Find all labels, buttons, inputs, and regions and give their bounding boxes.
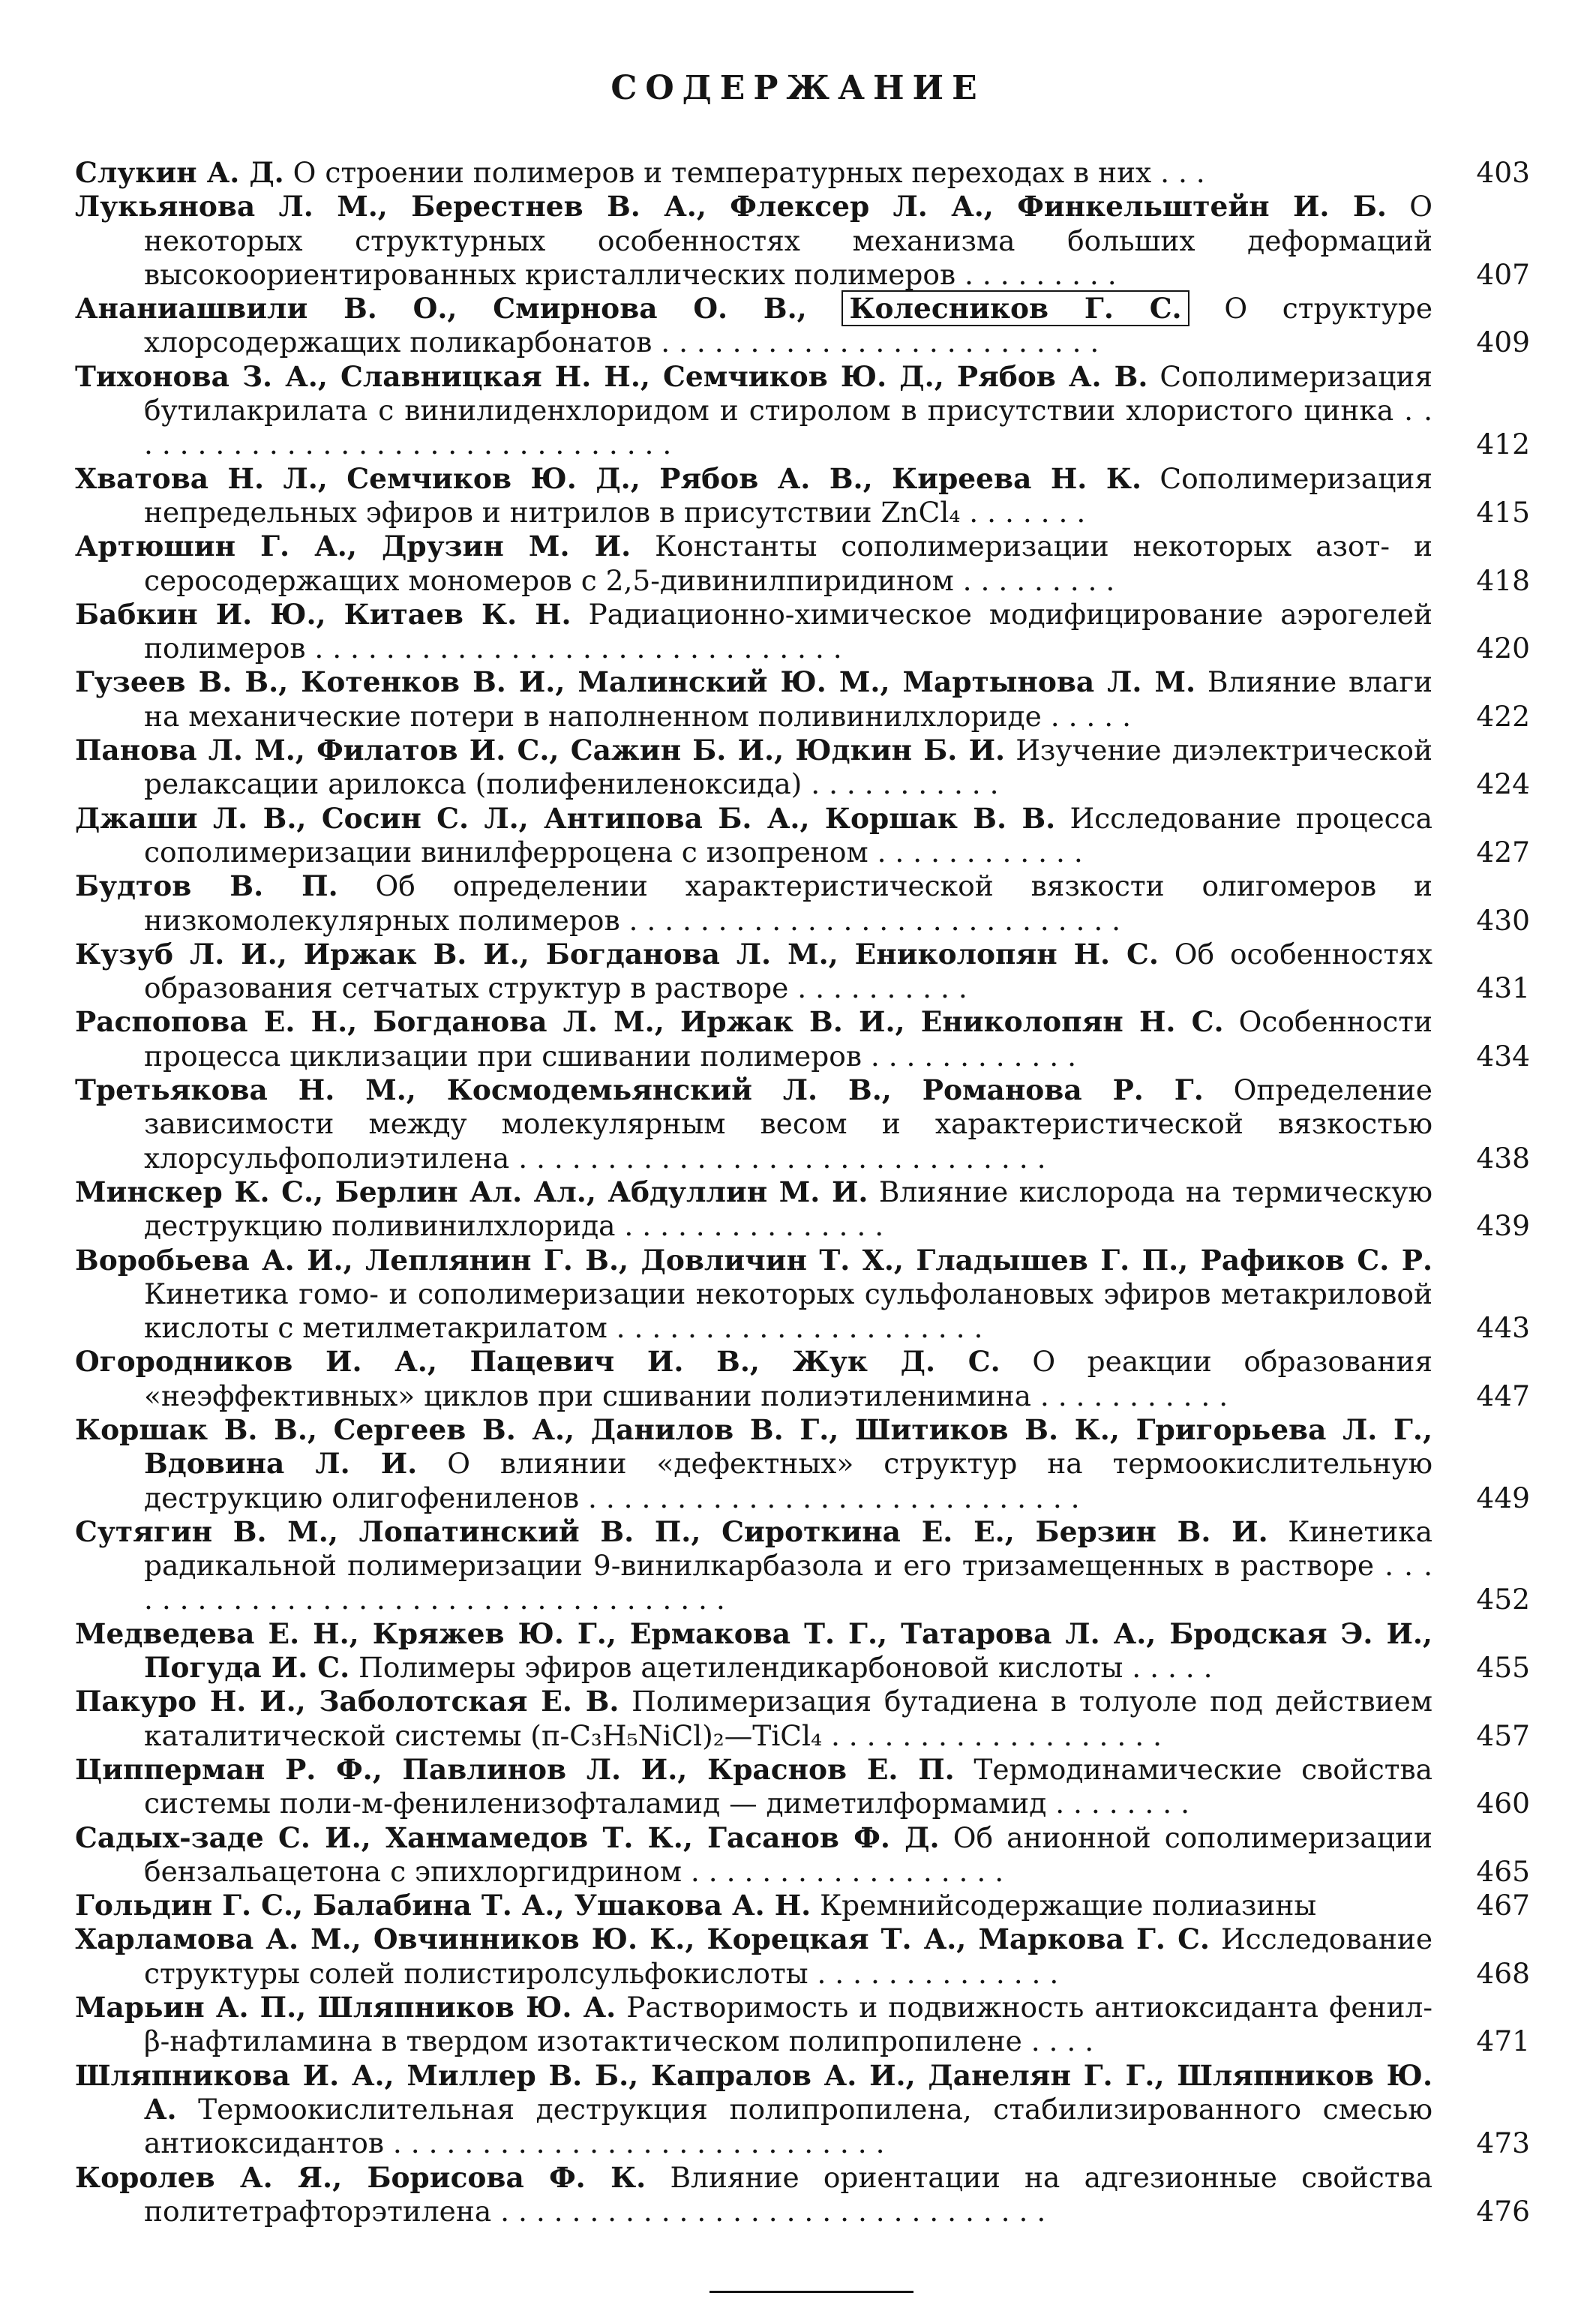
toc-entry — [75, 734, 1530, 802]
toc-entry — [75, 802, 1530, 870]
entry-page-number: 438 — [1476, 1141, 1530, 1175]
entry-title: Полимеризация бутадиена в толуоле под действием каталитической системы (π-C₃H₅NiCl)₂—TiCl₄ . . . . . . . . . . . . . . . . . . . — [144, 1685, 1432, 1752]
entry-authors: Артюшин Г. А., Друзин М. И. — [75, 530, 632, 563]
entry-title: О реакции образования «неэффективных» циклов при сшивании полиэтиленимина . . . . . . . . . . . — [144, 1345, 1432, 1412]
entry-title: Сополимеризация бутилакрилата с винилиденхлоридом и стиролом в присутствии хлористого цинка . . . . . . . . . . . . . . . . . . . . . . . . . . . . . . . . — [144, 359, 1433, 461]
toc-entry — [75, 1889, 1530, 1922]
entry-authors: Ананиашвили В. О., Смирнова О. В., — [75, 292, 807, 326]
entry-page-number: 434 — [1476, 1039, 1530, 1073]
entry-title: Сополимеризация непредельных эфиров и нитрилов в присутствии ZnCl₄ . . . . . . . — [144, 461, 1432, 529]
entry-title: Влияние ориентации на адгезионные свойства политетрафторэтилена . . . . . . . . . . . . . . . . . . . . . . . . . . . . . . . — [144, 2160, 1433, 2228]
entry-page-number: 427 — [1476, 835, 1530, 869]
entry-title: Исследование процесса сополимеризации винилферроцена с изопреном . . . . . . . . . . . . — [144, 801, 1433, 869]
entry-page-number: 455 — [1476, 1651, 1530, 1685]
entry-title: Радиационно-химическое модифицирование аэрогелей полимеров . . . . . . . . . . . . . . . . . . . . . . . . . . . . . . — [144, 597, 1432, 665]
toc-entry — [75, 665, 1530, 734]
toc-entry — [75, 1515, 1530, 1617]
page-title: СОДЕРЖАНИЕ — [610, 69, 986, 107]
entry-authors: Распопова Е. Н., Богданова Л. М., Иржак В. И., Ениколопян Н. С. — [75, 1005, 1224, 1039]
toc-entry — [75, 1991, 1530, 2059]
entry-authors: Гольдин Г. С., Балабина Т. А., Ушакова А. Н. — [75, 1889, 812, 1922]
toc-entry — [75, 1175, 1530, 1244]
entry-page-number: 471 — [1476, 2024, 1530, 2058]
entry-title: Изучение диэлектрической релаксации арилокса (полифениленоксида) . . . . . . . . . . . — [144, 734, 1432, 801]
entry-page-number: 424 — [1476, 767, 1530, 801]
entry-title: Полимеры эфиров ацетилендикарбоновой кислоты . . . . . — [358, 1651, 1213, 1685]
entry-title: Влияние влаги на механические потери в наполненном поливинилхлориде . . . . . — [144, 665, 1432, 733]
entry-authors: Марьин А. П., Шляпников Ю. А. — [75, 1991, 616, 2024]
toc-entry — [75, 598, 1530, 666]
toc-entry — [75, 462, 1530, 530]
entry-title: Об определении характеристической вязкости олигомеров и низкомолекулярных полимеров . . . . . . . . . . . . . . . . . . . . . . . . . . . . — [144, 869, 1433, 937]
toc-entry — [75, 1685, 1530, 1753]
entry-title: Растворимость и подвижность антиоксиданта фенил-β-нафтиламина в твердом изотактическом полипропилене . . . . — [144, 1991, 1432, 2058]
entry-authors: Минскер К. С., Берлин Ал. Ал., Абдуллин М. И. — [75, 1175, 868, 1208]
toc-entry — [75, 938, 1530, 1006]
toc-entry — [75, 292, 1530, 360]
entry-page-number: 449 — [1476, 1481, 1530, 1514]
entry-authors: Лукьянова Л. М., Берестнев В. А., Флексер Л. А., Финкельштейн И. Б. — [75, 190, 1387, 224]
toc-entry — [75, 1073, 1530, 1175]
entry-page-number: 415 — [1476, 495, 1530, 529]
toc-entry — [75, 1753, 1530, 1821]
toc-entry — [75, 2059, 1530, 2161]
entry-authors: Хватова Н. Л., Семчиков Ю. Д., Рябов А. В., Киреева Н. К. — [75, 461, 1142, 495]
toc-entry — [75, 156, 1530, 190]
entry-page-number: 467 — [1476, 1889, 1530, 1922]
entry-page-number: 418 — [1476, 563, 1530, 597]
entry-page-number: 476 — [1476, 2194, 1530, 2228]
entry-title: Особенности процесса циклизации при сшивании полимеров . . . . . . . . . . . . — [144, 1005, 1433, 1073]
entry-authors: Джаши Л. В., Сосин С. Л., Антипова Б. А., Коршак В. В. — [75, 801, 1056, 835]
entry-title: Кремнийсодержащие полиазины — [820, 1889, 1317, 1922]
entry-authors: Ципперман Р. Ф., Павлинов Л. И., Краснов Е. П. — [75, 1752, 955, 1786]
entry-authors-boxed: Колесников Г. С. — [842, 290, 1189, 326]
entry-title: О некоторых структурных особенностях механизма больших деформаций высокоориентированных кристаллических полимеров . . . . . . . . . — [144, 190, 1433, 291]
entry-page-number: 420 — [1476, 632, 1530, 665]
entry-title: Об анионной сополимеризации бензальацетона с эпихлоргидрином . . . . . . . . . . . . . . . . . . — [144, 1820, 1433, 1888]
entry-authors: Панова Л. М., Филатов И. С., Сажин Б. И., Юдкин Б. И. — [75, 734, 1006, 767]
entry-title: О структуре хлорсодержащих поликарбонатов . . . . . . . . . . . . . . . . . . . . . . . . . — [144, 292, 1433, 359]
entry-page-number: 422 — [1476, 699, 1530, 733]
toc-entry — [75, 1922, 1530, 1991]
entry-authors: Гузеев В. В., Котенков В. И., Малинский Ю. М., Мартынова Л. М. — [75, 665, 1196, 699]
entry-authors: Сутягин В. М., Лопатинский В. П., Сироткина Е. Е., Берзин В. И. — [75, 1514, 1268, 1548]
toc-entry — [75, 2161, 1530, 2229]
entry-title: Кинетика гомо- и сополимеризации некоторых сульфолановых эфиров метакриловой кислоты с метилметакрилатом . . . . . . . . . . . . . . . . . . . . . — [144, 1277, 1432, 1345]
entry-title: О влиянии «дефектных» структур на термоокислительную деструкцию олигофениленов . . . . . . . . . . . . . . . . . . . . . . . . . . . . — [144, 1447, 1432, 1514]
toc-entry — [75, 869, 1530, 938]
entry-page-number: 430 — [1476, 903, 1530, 937]
entry-authors: Королев А. Я., Борисова Ф. К. — [75, 2160, 646, 2194]
entry-authors: Бабкин И. Ю., Китаев К. Н. — [75, 597, 572, 631]
entry-page-number: 407 — [1476, 257, 1530, 291]
entry-page-number: 403 — [1476, 156, 1530, 189]
entry-title: Исследование структуры солей полистиролсульфокислоты . . . . . . . . . . . . . . — [144, 1922, 1433, 1990]
entry-page-number: 468 — [1476, 1956, 1530, 1990]
entry-authors: Шляпникова И. А., Миллер В. Б., Капралов А. И., Данелян Г. Г., Шляпников Ю. А. — [75, 2058, 1432, 2126]
toc-entry — [75, 1617, 1530, 1685]
entry-authors: Будтов В. П. — [75, 869, 338, 903]
entry-page-number: 460 — [1476, 1787, 1530, 1820]
entry-title: О строении полимеров и температурных переходах в них . . . — [292, 156, 1205, 189]
entry-authors: Пакуро Н. И., Заболотская Е. В. — [75, 1685, 620, 1718]
table-of-contents — [75, 156, 1530, 2228]
entry-authors: Коршак В. В., Сергеев В. А., Данилов В. Г., Шитиков В. К., Григорьева Л. Г., Вдовина Л. И. — [75, 1412, 1432, 1481]
entry-page-number: 473 — [1476, 2126, 1530, 2160]
entry-page-number: 439 — [1476, 1209, 1530, 1243]
entry-authors: Харламова А. М., Овчинников Ю. К., Корецкая Т. А., Маркова Г. С. — [75, 1922, 1210, 1956]
toc-entry — [75, 1821, 1530, 1889]
entry-page-number: 447 — [1476, 1379, 1530, 1412]
entry-authors: Третьякова Н. М., Космодемьянский Л. В., Романова Р. Г. — [75, 1073, 1204, 1107]
entry-authors: Садых-заде С. И., Ханмамедов Т. К., Гасанов Ф. Д. — [75, 1820, 940, 1854]
entry-page-number: 412 — [1476, 428, 1530, 461]
entry-authors: Слукин А. Д. — [75, 156, 284, 189]
entry-authors: Воробьева А. И., Леплянин Г. В., Довличин Т. Х., Гладышев Г. П., Рафиков С. Р. — [75, 1243, 1432, 1277]
entry-page-number: 431 — [1476, 971, 1530, 1005]
toc-entry — [75, 1244, 1530, 1346]
entry-authors: Медведева Е. Н., Кряжев Ю. Г., Ермакова Т. Г., Татарова Л. А., Бродская Э. И., Погуда И. С. — [75, 1616, 1432, 1685]
entry-page-number: 452 — [1476, 1583, 1530, 1616]
entry-authors: Тихонова З. А., Славницкая Н. Н., Семчиков Ю. Д., Рябов А. В. — [75, 359, 1148, 393]
entry-page-number: 457 — [1476, 1718, 1530, 1752]
entry-title: Влияние кислорода на термическую деструкцию поливинилхлорида . . . . . . . . . . . . . . . — [144, 1175, 1432, 1243]
divider — [710, 2291, 914, 2293]
toc-entry — [75, 1345, 1530, 1413]
entry-page-number: 443 — [1476, 1311, 1530, 1345]
entry-title: Об особенностях образования сетчатых структур в растворе . . . . . . . . . . — [144, 937, 1432, 1005]
toc-entry — [75, 190, 1530, 292]
entry-authors: Кузуб Л. И., Иржак В. И., Богданова Л. М., Ениколопян Н. С. — [75, 937, 1159, 971]
entry-page-number: 409 — [1476, 326, 1530, 359]
entry-title: Кинетика радикальной полимеризации 9-винилкарбазола и его тризамещенных в растворе . . . . . . . . . . . . . . . . . . . . . . . . . . . . . . . . . . . . — [144, 1514, 1432, 1616]
entry-title: Термоокислительная деструкция полипропилена, стабилизированного смесью антиоксидантов . . . . . . . . . . . . . . . . . . . . . . . . . . . . — [144, 2092, 1433, 2160]
toc-entry — [75, 360, 1530, 462]
toc-entry — [75, 1413, 1530, 1515]
entry-authors: Огородников И. А., Пацевич И. В., Жук Д. С. — [75, 1345, 1000, 1379]
toc-entry — [75, 1005, 1530, 1073]
entry-title: Константы сополимеризации некоторых азот- и серосодержащих мономеров с 2,5-дивинилпиридином . . . . . . . . . — [144, 530, 1432, 597]
entry-title: Термодинамические свойства системы поли-м-фениленизофталамид — диметилформамид . . . . . . . . — [144, 1752, 1432, 1820]
entry-title: Определение зависимости между молекулярным весом и характеристической вязкостью хлорсульфополиэтилена . . . . . . . . . . . . . . . . . . . . . . . . . . . . . . — [144, 1073, 1432, 1175]
toc-entry — [75, 530, 1530, 598]
entry-page-number: 465 — [1476, 1854, 1530, 1888]
